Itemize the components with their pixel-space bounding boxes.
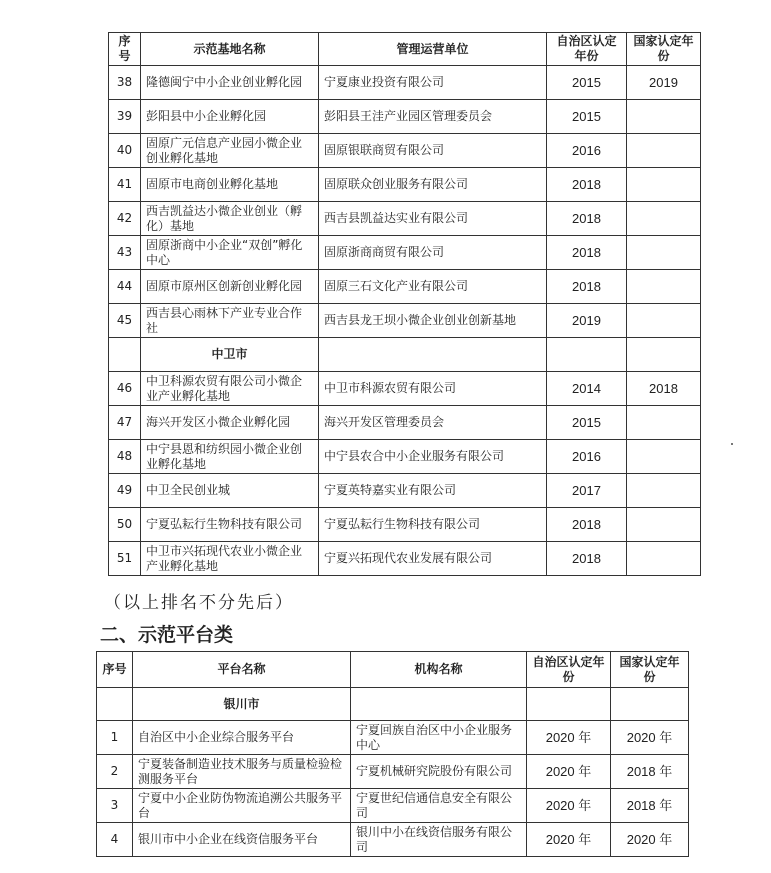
row-region-year: 2018: [547, 236, 627, 270]
table-row: [97, 721, 689, 755]
table-row: [109, 542, 701, 576]
row-name: 西吉凯益达小微企业创业（孵化）基地: [141, 202, 319, 236]
row-national-year: [627, 304, 701, 338]
row-region-year: 2020 年: [527, 721, 611, 755]
row-name: 西吉县心雨林下产业专业合作社: [141, 304, 319, 338]
row-org: 固原银联商贸有限公司: [319, 134, 547, 168]
row-org: 海兴开发区管理委员会: [319, 406, 547, 440]
row-national-year: 2018 年: [611, 789, 689, 823]
row-national-year: [627, 168, 701, 202]
table-row: [109, 66, 701, 100]
table-row: [97, 823, 689, 857]
row-region-year: 2018: [547, 542, 627, 576]
row-region-year: 2014: [547, 372, 627, 406]
row-name: 隆德闽宁中小企业创业孵化园: [141, 66, 319, 100]
base-table: [108, 32, 701, 576]
row-name: 彭阳县中小企业孵化园: [141, 100, 319, 134]
row-region-year: 2016: [547, 440, 627, 474]
group-label: 中卫市: [141, 338, 319, 372]
row-name: 宁夏装备制造业技术服务与质量检验检测服务平台: [133, 755, 351, 789]
row-national-year: 2018: [627, 372, 701, 406]
table-row: [109, 440, 701, 474]
table-row: [109, 304, 701, 338]
row-name: 中卫科源农贸有限公司小微企业产业孵化基地: [141, 372, 319, 406]
row-number: 41: [109, 168, 141, 202]
row-number: 48: [109, 440, 141, 474]
row-region-year: 2018: [547, 270, 627, 304]
table-row: [109, 236, 701, 270]
row-region-year: 2018: [547, 508, 627, 542]
row-national-year: [627, 474, 701, 508]
col-header-national-year: 国家认定年份: [627, 33, 701, 66]
row-number: 50: [109, 508, 141, 542]
row-number: 49: [109, 474, 141, 508]
row-region-year: 2017: [547, 474, 627, 508]
row-national-year: [627, 270, 701, 304]
section-title: 二、示范平台类: [100, 624, 234, 646]
row-region-year: 2018: [547, 168, 627, 202]
row-name: 中宁县恩和纺织园小微企业创业孵化基地: [141, 440, 319, 474]
row-national-year: [627, 134, 701, 168]
table-row: [109, 134, 701, 168]
row-org: 西吉县龙王坝小微企业创业创新基地: [319, 304, 547, 338]
row-region-year: 2016: [547, 134, 627, 168]
row-org: 中宁县农合中小企业服务有限公司: [319, 440, 547, 474]
row-name: 固原浙商中小企业“双创”孵化中心: [141, 236, 319, 270]
row-name: 固原广元信息产业园小微企业创业孵化基地: [141, 134, 319, 168]
row-name: 中卫全民创业城: [141, 474, 319, 508]
row-number: 46: [109, 372, 141, 406]
table-row: [109, 168, 701, 202]
table-header-row: [97, 652, 689, 688]
row-org: 固原浙商商贸有限公司: [319, 236, 547, 270]
row-org: 宁夏兴拓现代农业发展有限公司: [319, 542, 547, 576]
row-org: 宁夏康业投资有限公司: [319, 66, 547, 100]
row-region-year: 2015: [547, 406, 627, 440]
col-header-no: 序号: [97, 652, 133, 688]
row-number: 3: [97, 789, 133, 823]
row-number: 51: [109, 542, 141, 576]
row-name: 海兴开发区小微企业孵化园: [141, 406, 319, 440]
row-number: 39: [109, 100, 141, 134]
col-header-region-year: 自治区认定年份: [527, 652, 611, 688]
row-org: 中卫市科源农贸有限公司: [319, 372, 547, 406]
row-number: 47: [109, 406, 141, 440]
row-number: 43: [109, 236, 141, 270]
row-org: 宁夏回族自治区中小企业服务中心: [351, 721, 527, 755]
row-number: 1: [97, 721, 133, 755]
row-national-year: [627, 542, 701, 576]
group-label: 银川市: [133, 688, 351, 721]
row-org: 银川中小在线资信服务有限公司: [351, 823, 527, 857]
group-row: [97, 688, 689, 721]
col-header-name: 示范基地名称: [141, 33, 319, 66]
table-header-row: [109, 33, 701, 66]
row-org: 宁夏机械研究院股份有限公司: [351, 755, 527, 789]
row-region-year: 2019: [547, 304, 627, 338]
row-org: 固原联众创业服务有限公司: [319, 168, 547, 202]
row-region-year: 2020 年: [527, 789, 611, 823]
row-number: 4: [97, 823, 133, 857]
ranking-note: （以上排名不分先后）: [104, 593, 294, 613]
row-region-year: 2015: [547, 66, 627, 100]
row-org: 彭阳县王洼产业园区管理委员会: [319, 100, 547, 134]
row-name: 自治区中小企业综合服务平台: [133, 721, 351, 755]
table-row: [109, 406, 701, 440]
row-org: 宁夏英特嘉实业有限公司: [319, 474, 547, 508]
row-national-year: [627, 202, 701, 236]
row-number: 40: [109, 134, 141, 168]
row-org: 固原三石文化产业有限公司: [319, 270, 547, 304]
row-name: 宁夏弘耘行生物科技有限公司: [141, 508, 319, 542]
col-header-org: 机构名称: [351, 652, 527, 688]
table-row: [97, 789, 689, 823]
table-row: [97, 755, 689, 789]
table-row: [109, 474, 701, 508]
row-national-year: 2019: [627, 66, 701, 100]
col-header-name: 平台名称: [133, 652, 351, 688]
table-row: [109, 372, 701, 406]
col-header-national-year: 国家认定年份: [611, 652, 689, 688]
row-national-year: [627, 236, 701, 270]
col-header-no: 序号: [109, 33, 141, 66]
table-row: [109, 100, 701, 134]
row-number: 45: [109, 304, 141, 338]
row-region-year: 2020 年: [527, 755, 611, 789]
table-row: [109, 508, 701, 542]
row-number: 38: [109, 66, 141, 100]
row-name: 银川市中小企业在线资信服务平台: [133, 823, 351, 857]
platform-table: [96, 651, 689, 857]
row-national-year: [627, 406, 701, 440]
scan-speck: [731, 443, 733, 445]
table-row: [109, 202, 701, 236]
row-region-year: 2018: [547, 202, 627, 236]
row-region-year: 2015: [547, 100, 627, 134]
row-number: 2: [97, 755, 133, 789]
row-national-year: 2020 年: [611, 721, 689, 755]
row-national-year: [627, 440, 701, 474]
group-row: [109, 338, 701, 372]
row-org: 西吉县凯益达实业有限公司: [319, 202, 547, 236]
row-name: 宁夏中小企业防伪物流追溯公共服务平台: [133, 789, 351, 823]
col-header-region-year: 自治区认定年份: [547, 33, 627, 66]
row-name: 中卫市兴拓现代农业小微企业产业孵化基地: [141, 542, 319, 576]
row-org: 宁夏弘耘行生物科技有限公司: [319, 508, 547, 542]
col-header-org: 管理运营单位: [319, 33, 547, 66]
table-row: [109, 270, 701, 304]
row-number: 44: [109, 270, 141, 304]
row-number: 42: [109, 202, 141, 236]
row-region-year: 2020 年: [527, 823, 611, 857]
row-national-year: 2018 年: [611, 755, 689, 789]
row-national-year: [627, 100, 701, 134]
row-national-year: 2020 年: [611, 823, 689, 857]
row-name: 固原市原州区创新创业孵化园: [141, 270, 319, 304]
row-name: 固原市电商创业孵化基地: [141, 168, 319, 202]
row-national-year: [627, 508, 701, 542]
row-org: 宁夏世纪信通信息安全有限公司: [351, 789, 527, 823]
